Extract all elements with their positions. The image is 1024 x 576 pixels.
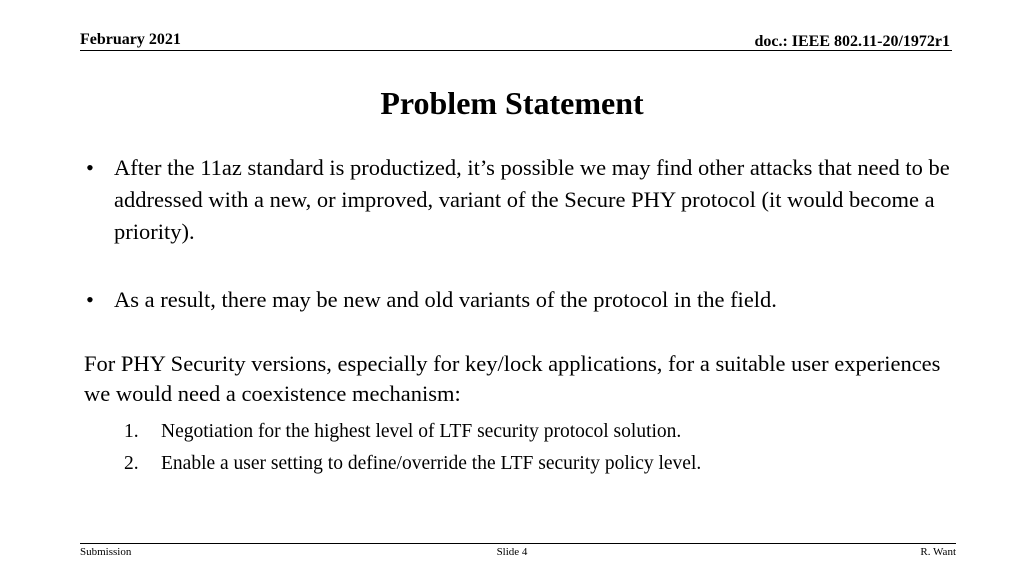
bullet-marker: • bbox=[86, 287, 94, 312]
slide-title: Problem Statement bbox=[380, 85, 644, 121]
item-text: Enable a user setting to define/override the LTF security policy level. bbox=[161, 453, 702, 474]
header-date: February 2021 bbox=[80, 31, 181, 48]
footer-submission: Submission bbox=[80, 546, 132, 558]
bullet-item bbox=[84, 284, 964, 316]
bullet-list bbox=[84, 152, 964, 316]
item-text: Negotiation for the highest level of LTF security protocol solution. bbox=[161, 421, 682, 442]
bullet-item bbox=[84, 152, 964, 248]
footer-author: R. Want bbox=[920, 546, 956, 558]
header-doc-id: doc.: IEEE 802.11-20/1972r1 bbox=[754, 33, 950, 50]
body-paragraph: For PHY Security versions, especially for key/lock applications, for a suitable user experiences we would need a coexistence mechanism: bbox=[84, 351, 941, 406]
header-divider bbox=[80, 50, 952, 51]
item-number: 2. bbox=[124, 453, 139, 474]
footer-slide-number: Slide 4 bbox=[496, 546, 528, 558]
bullet-text: As a result, there may be new and old variants of the protocol in the field. bbox=[114, 287, 777, 312]
numbered-list bbox=[124, 416, 964, 480]
footer-divider bbox=[80, 543, 956, 544]
bullet-marker: • bbox=[86, 155, 94, 180]
numbered-item bbox=[124, 416, 964, 448]
item-number: 1. bbox=[124, 421, 139, 442]
bullet-text: After the 11az standard is productized, it’s possible we may find other attacks that need to be addressed with a new, or improved, variant of the Secure PHY protocol (it would become a priority). bbox=[114, 155, 950, 244]
numbered-item bbox=[124, 448, 964, 480]
